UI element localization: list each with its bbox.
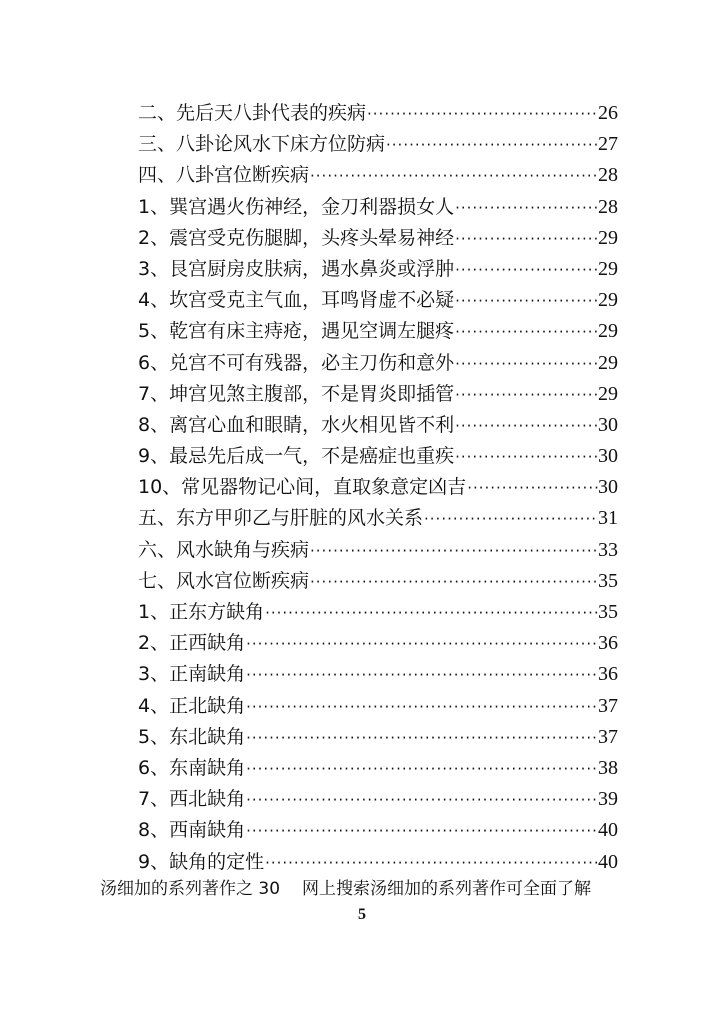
toc-entry-page: 26 — [598, 102, 618, 124]
toc-entry — [138, 691, 618, 722]
dot-leader — [454, 224, 598, 255]
toc-entry-title: 9、缺角的定性 — [138, 850, 265, 873]
toc-entry-page: 29 — [598, 226, 618, 249]
toc-entry — [138, 379, 618, 410]
toc-entry-title: 4、正北缺角 — [138, 694, 246, 717]
toc-entry-title: 7、西北缺角 — [138, 788, 246, 811]
toc-entry — [138, 815, 618, 846]
dot-leader — [264, 598, 598, 629]
footer-note — [100, 874, 640, 899]
toc-entry-page: 29 — [598, 289, 618, 312]
toc-entry — [138, 847, 618, 878]
toc-entry-title: 7、坤宫见煞主腹部，不是胃炎即插管 — [138, 382, 455, 405]
toc-entry-title: 6、兑宫不可有残器，必主刀伤和意外 — [138, 351, 455, 374]
toc-entry-title: 8、离宫心血和眼睛，水火相见皆不利 — [138, 413, 455, 436]
toc-entry-title: 3、正南缺角 — [138, 663, 246, 686]
toc-entry — [138, 535, 618, 566]
toc-entry — [138, 98, 618, 129]
toc-entry — [138, 472, 618, 503]
toc-entry — [138, 410, 618, 441]
toc-entry-title: 1、巽宫遇火伤神经，金刀利器损女人 — [138, 195, 455, 218]
toc-entry-page: 36 — [598, 632, 618, 655]
toc-entry-title: 4、坎宫受克主气血，耳鸣肾虚不必疑 — [138, 289, 455, 312]
dot-leader — [466, 473, 598, 504]
dot-leader — [245, 816, 598, 847]
toc-entry-page: 30 — [598, 413, 618, 436]
toc-entry — [138, 192, 618, 223]
toc-entry-page: 28 — [598, 164, 618, 187]
dot-leader — [454, 442, 598, 473]
toc-entry-title: 5、东北缺角 — [138, 725, 246, 748]
dot-leader — [454, 411, 598, 442]
toc-entry — [138, 784, 618, 815]
toc-entry-page: 39 — [598, 788, 618, 811]
dot-leader — [309, 161, 598, 192]
table-of-contents — [138, 98, 618, 878]
dot-leader — [423, 504, 598, 535]
toc-entry-title: 二、先后天八卦代表的疾病 — [138, 102, 367, 124]
toc-entry — [138, 441, 618, 472]
dot-leader — [454, 380, 598, 411]
toc-entry-title: 8、西南缺角 — [138, 819, 246, 842]
toc-entry-page: 30 — [598, 445, 618, 468]
dot-leader — [385, 130, 598, 161]
toc-entry-page: 31 — [598, 507, 618, 530]
toc-entry-title: 9、最忌先后成一气，不是癌症也重疾 — [138, 445, 455, 468]
dot-leader — [454, 349, 598, 380]
toc-entry-title: 6、东南缺角 — [138, 756, 246, 779]
toc-entry — [138, 659, 618, 690]
toc-entry-title: 七、风水宫位断疾病 — [138, 569, 310, 592]
toc-entry-title: 六、风水缺角与疾病 — [138, 538, 310, 561]
toc-entry — [138, 566, 618, 597]
toc-entry-page: 37 — [598, 694, 618, 717]
toc-entry-title: 四、八卦宫位断疾病 — [138, 164, 310, 187]
toc-entry-page: 40 — [598, 850, 618, 873]
dot-leader — [309, 536, 598, 567]
dot-leader — [245, 629, 598, 660]
toc-entry-title: 10、常见器物记心间，直取象意定凶吉 — [138, 476, 467, 499]
page-number: 5 — [358, 906, 366, 923]
dot-leader — [245, 723, 598, 754]
dot-leader — [245, 754, 598, 785]
dot-leader — [309, 567, 598, 598]
toc-entry-page: 28 — [598, 195, 618, 218]
toc-entry — [138, 597, 618, 628]
footer-search-note: 网上搜索汤细加的系列著作可全面了解 — [302, 879, 592, 899]
toc-entry-title: 3、艮宫厨房皮肤病，遇水鼻炎或浮肿 — [138, 257, 455, 280]
toc-entry-page: 37 — [598, 725, 618, 748]
dot-leader — [454, 255, 598, 286]
toc-entry-page: 29 — [598, 351, 618, 374]
toc-entry-page: 30 — [598, 476, 618, 499]
dot-leader — [366, 99, 598, 130]
toc-entry — [138, 722, 618, 753]
toc-entry — [138, 129, 618, 160]
toc-entry-title: 5、乾宫有床主痔疮，遇见空调左腿疼 — [138, 320, 455, 343]
toc-entry — [138, 316, 618, 347]
dot-leader — [454, 193, 598, 224]
dot-leader — [245, 660, 598, 691]
toc-entry-page: 29 — [598, 382, 618, 405]
toc-entry — [138, 628, 618, 659]
toc-entry-page: 40 — [598, 819, 618, 842]
toc-entry-page: 29 — [598, 320, 618, 343]
toc-entry-page: 29 — [598, 257, 618, 280]
toc-entry — [138, 160, 618, 191]
toc-entry-title: 五、东方甲卯乙与肝脏的风水关系 — [138, 507, 424, 530]
toc-entry-page: 33 — [598, 538, 618, 561]
toc-entry — [138, 223, 618, 254]
toc-entry-page: 35 — [598, 601, 618, 623]
toc-entry-page: 38 — [598, 756, 618, 779]
toc-entry-title: 三、八卦论风水下床方位防病 — [138, 133, 386, 156]
dot-leader — [245, 785, 598, 816]
toc-entry-title: 2、震宫受克伤腿脚，头疼头晕易神经 — [138, 226, 455, 249]
toc-entry — [138, 254, 618, 285]
toc-entry-page: 36 — [598, 663, 618, 686]
toc-entry-page: 35 — [598, 569, 618, 592]
toc-entry — [138, 348, 618, 379]
toc-entry-title: 1、正东方缺角 — [138, 601, 265, 623]
footer-series-note: 汤细加的系列著作之 30 — [100, 879, 281, 899]
dot-leader — [245, 692, 598, 723]
toc-entry-title: 2、正西缺角 — [138, 632, 246, 655]
toc-entry — [138, 503, 618, 534]
dot-leader — [454, 317, 598, 348]
toc-entry — [138, 285, 618, 316]
dot-leader — [454, 286, 598, 317]
toc-entry-page: 27 — [598, 133, 618, 156]
toc-entry — [138, 753, 618, 784]
